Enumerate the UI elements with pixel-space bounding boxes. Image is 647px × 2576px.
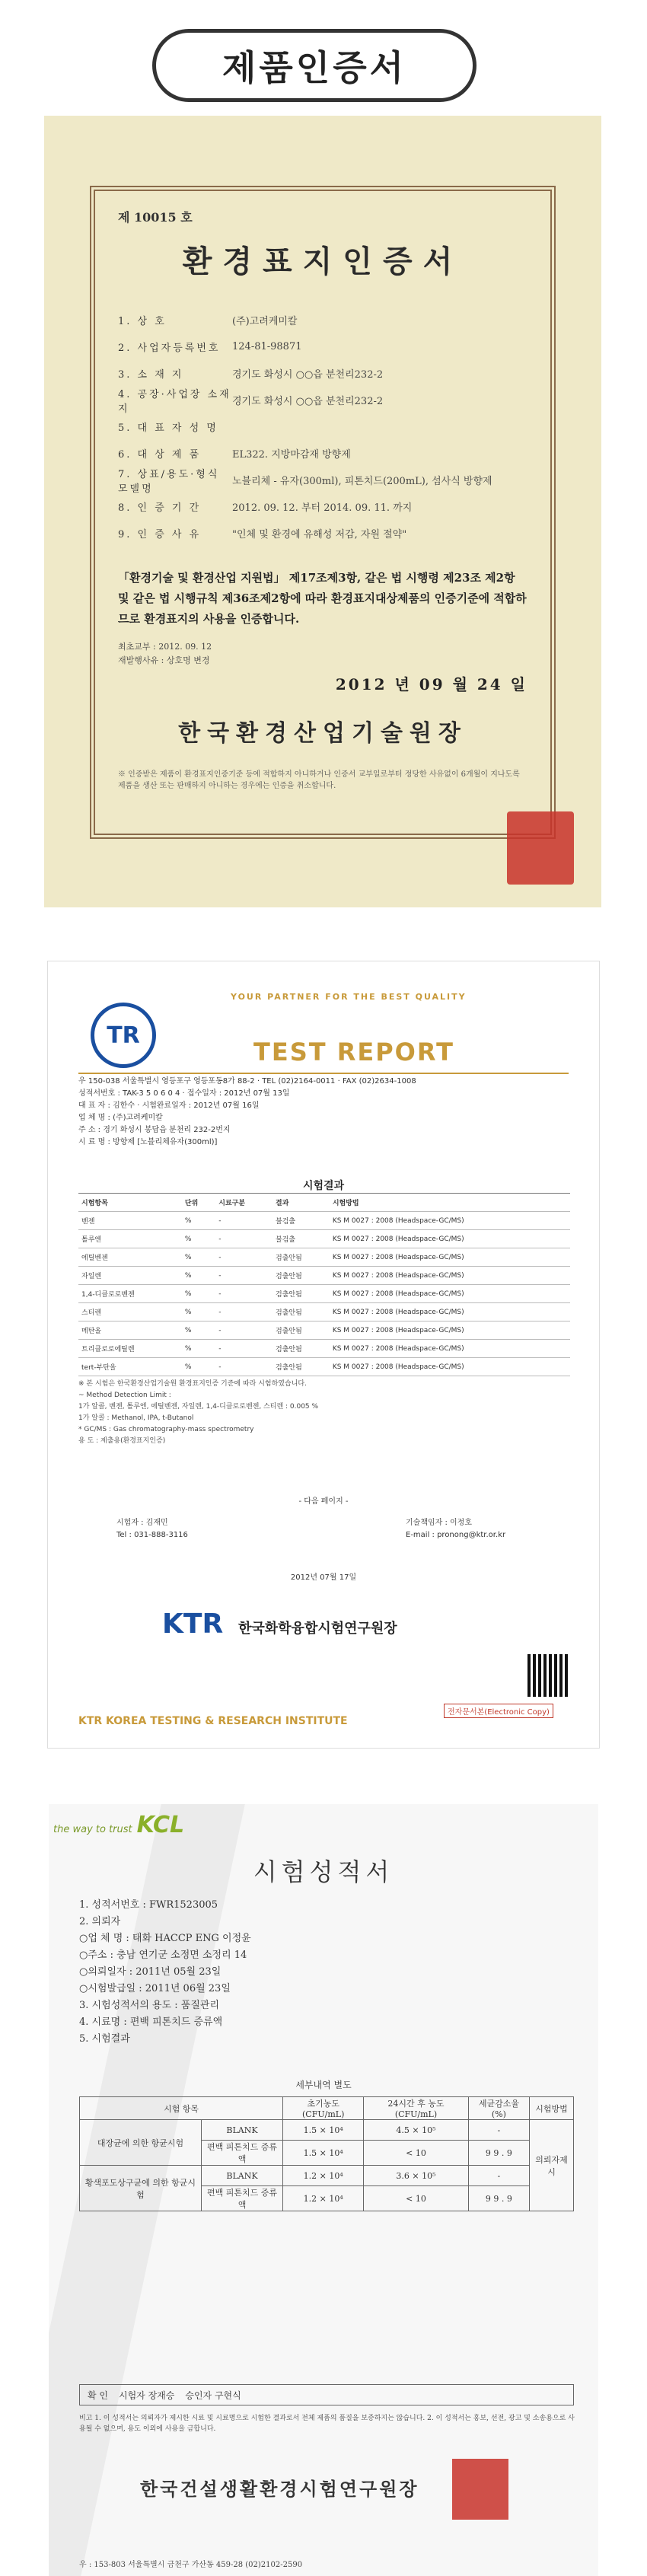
certificate-field	[118, 493, 527, 520]
field-value: 2012. 09. 12. 부터 2014. 09. 11. 까지	[232, 502, 413, 514]
table-cell: 3.6 × 10⁵	[364, 2166, 469, 2186]
column-header: 시료구분	[215, 1194, 273, 1212]
approver-block: 기술책임자 : 이정호 E-mail : pronong@ktr.or.kr	[406, 1519, 506, 1539]
field-label: 9. 인 증 사 유	[118, 529, 202, 540]
table-cell: KS M 0027 : 2008 (Headspace-GC/MS)	[330, 1340, 570, 1358]
table-cell: %	[182, 1212, 215, 1230]
report-title: TEST REPORT	[253, 1038, 454, 1066]
column-header: 시험 항목	[80, 2097, 283, 2120]
certificate-title: 환경표지인증서	[182, 244, 464, 279]
table-row	[78, 1267, 570, 1285]
certificate-field	[118, 333, 527, 360]
field-value: 124-81-98871	[232, 341, 302, 352]
field-value: (주)고려케미칼	[232, 316, 298, 327]
meta-line: 업 체 명 : (주)고려케미칼	[78, 1114, 163, 1122]
field-label: 7. 상표/용도·형식 모델명	[118, 468, 220, 495]
kcl-header-row	[80, 2097, 574, 2120]
table-cell: 편백 피톤치드 증류액	[201, 2141, 282, 2166]
certificate-number: 제 10015 호	[118, 210, 193, 225]
field-label: 5. 대 표 자 성 명	[118, 422, 218, 434]
table-cell: 메탄올	[78, 1321, 182, 1340]
field-label: 6. 대 상 제 품	[118, 449, 202, 461]
certificate-field	[118, 413, 527, 440]
table-cell: 황색포도상구균에 의한 항균시험	[80, 2166, 202, 2211]
table-cell: tert-부탄올	[78, 1358, 182, 1376]
info-line: 3. 시험성적서의 용도 : 품질관리	[79, 2000, 220, 2011]
certificate-footer: ※ 인증받은 제품이 환경표지인증기준 등에 적합하지 아니하거나 인증서 교부일로부터 정당한 사유없이 6개월이 지나도록 제품을 생산 또는 판매하지 아니하는 경우에는 인증을 취소합니다.	[118, 770, 520, 790]
table-cell: %	[182, 1321, 215, 1340]
table-cell: -	[215, 1358, 273, 1376]
table-cell: 대장균에 의한 항균시험	[80, 2120, 202, 2166]
info-line: 2. 의뢰자	[79, 1916, 121, 1927]
kcl-logo: the way to trust KCL	[53, 1812, 185, 1838]
note-line: ※ 본 시험은 한국환경산업기술원 환경표지인증 기준에 따라 시험하였습니다.	[78, 1380, 307, 1388]
info-line: 4. 시료명 : 편백 피톤치드 증류액	[79, 2016, 223, 2028]
note-line: * GC/MS : Gas chromatography-mass spectrometry	[78, 1426, 254, 1433]
test-report-document	[47, 961, 600, 1749]
note-line: 용 도 : 제출용(환경표지인증)	[78, 1437, 166, 1445]
table-cell: %	[182, 1285, 215, 1303]
report-end-mark: - 다음 페이지 -	[298, 1497, 349, 1506]
column-header: 초기농도 (CFU/mL)	[283, 2097, 364, 2120]
kcl-test-report	[49, 1804, 598, 2576]
table-cell: 자일렌	[78, 1267, 182, 1285]
report-notes	[78, 1379, 569, 1447]
table-cell: 스티렌	[78, 1303, 182, 1321]
results-table	[78, 1193, 570, 1376]
certificate-field	[118, 360, 527, 387]
page-title: 제품인증서	[152, 29, 476, 102]
table-cell: %	[182, 1248, 215, 1267]
table-cell: KS M 0027 : 2008 (Headspace-GC/MS)	[330, 1230, 570, 1248]
table-cell: 검출안됨	[273, 1303, 330, 1321]
report-issuer: 한국화학융합시험연구원장	[238, 1621, 397, 1637]
confirm-item: 시험자 장재승	[119, 2389, 175, 2401]
info-line: ○의뢰일자 : 2011년 05월 23일	[79, 1966, 222, 1978]
certificate-field	[118, 307, 527, 333]
certificate-field	[118, 520, 527, 547]
table-cell: 1.5 × 10⁴	[283, 2120, 364, 2141]
table-cell: -	[215, 1285, 273, 1303]
report-meta-lines	[78, 1088, 569, 1149]
certificate-field	[118, 440, 527, 467]
certificate-field	[118, 387, 527, 413]
table-cell: %	[182, 1267, 215, 1285]
table-cell: -	[215, 1321, 273, 1340]
certificate-issuer: 한국환경산업기술원장	[178, 720, 467, 747]
table-cell: < 10	[364, 2141, 469, 2166]
table-cell: 4.5 × 10⁵	[364, 2120, 469, 2141]
note-line: 1가 알콜, 벤젠, 톨루엔, 에틸벤젠, 자일렌, 1,4-디클로로벤젠, 스티렌 : 0.005 %	[78, 1403, 319, 1411]
note-line: ~ Method Detection Limit :	[78, 1392, 171, 1399]
table-cell: 1,4-디클로로벤젠	[78, 1285, 182, 1303]
qr-code-icon[interactable]	[527, 1654, 570, 1697]
table-cell: 톨루엔	[78, 1230, 182, 1248]
kcl-footnote: 비고 1. 이 성적서는 의뢰자가 제시한 시료 및 시료명으로 시험한 결과로서 전체 제품의 품질을 보증하지는 않습니다. 2. 이 성적서는 홍보, 선전, 광고 및 소송용으로 사용될 수 없으며, 용도 이외에 사용을 금합니다.	[79, 2415, 575, 2433]
kcl-address: 우 : 153-803 서울특별시 금천구 가산동 459-28 (02)2102-2590	[79, 2561, 303, 2569]
table-cell: 검출안됨	[273, 1340, 330, 1358]
table-row	[78, 1248, 570, 1267]
table-cell: 1.2 × 10⁴	[283, 2186, 364, 2211]
info-line: ○업 체 명 : 태화 HACCP ENG 이정윤	[79, 1933, 251, 1944]
footer-logo: KTR KOREA TESTING & RESEARCH INSTITUTE	[78, 1715, 348, 1727]
note-line: 1가 알콜 : Methanol, IPA, t-Butanol	[78, 1414, 194, 1422]
table-cell: 불검출	[273, 1212, 330, 1230]
table-cell: KS M 0027 : 2008 (Headspace-GC/MS)	[330, 1248, 570, 1267]
results-title: 시험결과	[302, 1180, 345, 1192]
table-cell: -	[468, 2166, 529, 2186]
table-cell: 검출안됨	[273, 1321, 330, 1340]
table-row	[78, 1230, 570, 1248]
kcl-title: 시험성적서	[253, 1857, 394, 1886]
table-row	[78, 1358, 570, 1376]
report-meta	[78, 1076, 569, 1149]
table-row	[78, 1340, 570, 1358]
column-header: 단위	[182, 1194, 215, 1212]
field-label: 8. 인 증 기 간	[118, 502, 202, 514]
column-header: 24시간 후 농도 (CFU/mL)	[364, 2097, 469, 2120]
table-cell: KS M 0027 : 2008 (Headspace-GC/MS)	[330, 1303, 570, 1321]
table-row	[80, 2120, 574, 2141]
table-cell: -	[468, 2120, 529, 2141]
table-cell: %	[182, 1230, 215, 1248]
table-cell: 벤젠	[78, 1212, 182, 1230]
table-cell: 검출안됨	[273, 1358, 330, 1376]
table-cell: KS M 0027 : 2008 (Headspace-GC/MS)	[330, 1321, 570, 1340]
report-contact: 우 150-038 서울특별시 영등포구 영등포동8가 88-2 · TEL (02)2164-0011 · FAX (02)2634-1008	[78, 1077, 416, 1086]
table-cell: %	[182, 1303, 215, 1321]
table-row	[78, 1285, 570, 1303]
field-value: 경기도 화성시 ○○읍 분천리232-2	[232, 396, 384, 407]
kcl-issuer: 한국건설생활환경시험연구원장	[140, 2478, 419, 2500]
eco-label-certificate	[44, 116, 601, 907]
column-header: 세균감소율 (%)	[468, 2097, 529, 2120]
table-cell: BLANK	[201, 2120, 282, 2141]
meta-line: 시 료 명 : 방향제 [노블리체유자(300ml)]	[78, 1138, 218, 1146]
table-cell: -	[215, 1212, 273, 1230]
results-header-row	[78, 1194, 570, 1212]
field-value: EL322. 지방마감재 방향제	[232, 449, 351, 461]
column-header: 시험방법	[530, 2097, 574, 2120]
report-tagline: YOUR PARTNER FOR THE BEST QUALITY	[231, 992, 467, 1002]
field-label: 1. 상 호	[118, 316, 167, 327]
table-cell: 검출안됨	[273, 1248, 330, 1267]
field-value: 노블리체 - 유자(300ml), 피톤치드(200mL), 섬사식 방향제	[232, 476, 492, 487]
table-cell: -	[215, 1230, 273, 1248]
confirm-item: 승인자 구현식	[185, 2389, 241, 2401]
table-cell: -	[215, 1267, 273, 1285]
column-header: 시험항목	[78, 1194, 182, 1212]
kcl-results-table	[79, 2096, 574, 2211]
kcl-results-body	[80, 2120, 574, 2211]
table-cell: KS M 0027 : 2008 (Headspace-GC/MS)	[330, 1212, 570, 1230]
table-cell: 1.2 × 10⁴	[283, 2166, 364, 2186]
table-cell: BLANK	[201, 2166, 282, 2186]
table-cell: 9 9 . 9	[468, 2141, 529, 2166]
table-row	[78, 1321, 570, 1340]
table-cell: 검출안됨	[273, 1267, 330, 1285]
certificate-body: 「환경기술 및 환경산업 지원법」 제17조제3항, 같은 법 시행령 제23조 제2항 및 같은 법 시행규칙 제36조제2항에 따라 환경표지대상제품의 인증기준에 적합하므로 환경표지의 사용을 인증합니다.	[118, 571, 527, 626]
results-body	[78, 1212, 570, 1376]
change-note: 재발행사유 : 상호명 변경	[118, 655, 210, 665]
table-cell: -	[215, 1248, 273, 1267]
table-cell: -	[215, 1340, 273, 1358]
meta-line: 대 표 자 : 김한수 · 시험완료일자 : 2012년 07월 16일	[78, 1101, 260, 1110]
field-value: "인체 및 환경에 유해성 저감, 자원 절약"	[232, 529, 407, 540]
table-cell: 트리클로로에틸렌	[78, 1340, 182, 1358]
tester-block: 시험자 : 김재민 Tel : 031-888-3116	[116, 1519, 188, 1539]
issue-note: 최초교부 : 2012. 09. 12	[118, 642, 212, 652]
table-cell: 1.5 × 10⁴	[283, 2141, 364, 2166]
column-header: 결과	[273, 1194, 330, 1212]
table-row	[78, 1303, 570, 1321]
field-label: 3. 소 재 지	[118, 369, 184, 381]
table-row	[78, 1212, 570, 1230]
field-value: 경기도 화성시 ○○읍 분천리232-2	[232, 369, 384, 381]
table-cell: 의뢰자제시	[530, 2120, 574, 2211]
kcl-info	[79, 1897, 251, 2048]
certificate-frame	[90, 186, 556, 839]
electronic-copy-badge: 전자문서본(Electronic Copy)	[444, 1704, 553, 1718]
field-label: 4. 공장·사업장 소재지	[118, 388, 231, 415]
kcl-section-title: 세부내역 별도	[295, 2080, 352, 2090]
meta-line: 성적서번호 : TAK-3 5 0 6 0 4 · 접수일자 : 2012년 07월 13일	[78, 1089, 290, 1098]
table-cell: KS M 0027 : 2008 (Headspace-GC/MS)	[330, 1358, 570, 1376]
certificate-fields	[118, 307, 527, 547]
info-line: ○주소 : 충남 연기군 소정면 소정리 14	[79, 1950, 247, 1961]
official-seal-icon	[452, 2459, 508, 2520]
table-cell: KS M 0027 : 2008 (Headspace-GC/MS)	[330, 1267, 570, 1285]
table-cell: %	[182, 1340, 215, 1358]
info-line: 1. 성적서번호 : FWR1523005	[79, 1899, 218, 1911]
certificate-field	[118, 467, 527, 493]
table-cell: 검출안됨	[273, 1285, 330, 1303]
table-cell: 편백 피톤치드 증류액	[201, 2186, 282, 2211]
info-line: 5. 시험결과	[79, 2033, 130, 2045]
table-cell: < 10	[364, 2186, 469, 2211]
certificate-notes	[118, 640, 527, 668]
ktr-logo: KTR	[162, 1608, 224, 1640]
table-cell: 에틸벤젠	[78, 1248, 182, 1267]
table-cell: KS M 0027 : 2008 (Headspace-GC/MS)	[330, 1285, 570, 1303]
meta-line: 주 소 : 경기 화성시 봉담읍 분천리 232-2번지	[78, 1126, 231, 1134]
table-cell: 불검출	[273, 1230, 330, 1248]
report-date: 2012년 07월 17일	[290, 1573, 357, 1582]
official-seal-icon	[507, 811, 574, 885]
table-cell: 9 9 . 9	[468, 2186, 529, 2211]
column-header: 시험방법	[330, 1194, 570, 1212]
confirm-item: 확 인	[88, 2389, 108, 2401]
table-cell: %	[182, 1358, 215, 1376]
field-label: 2. 사업자등록번호	[118, 343, 221, 354]
table-row	[80, 2166, 574, 2186]
gold-divider	[78, 1073, 569, 1074]
table-cell: -	[215, 1303, 273, 1321]
ktr-emblem-icon: TR	[91, 1003, 156, 1068]
certificate-date: 2012 년 09 월 24 일	[335, 675, 527, 693]
info-line: ○시험발급일 : 2011년 06월 23일	[79, 1983, 231, 1994]
kcl-confirmation	[79, 2384, 574, 2405]
